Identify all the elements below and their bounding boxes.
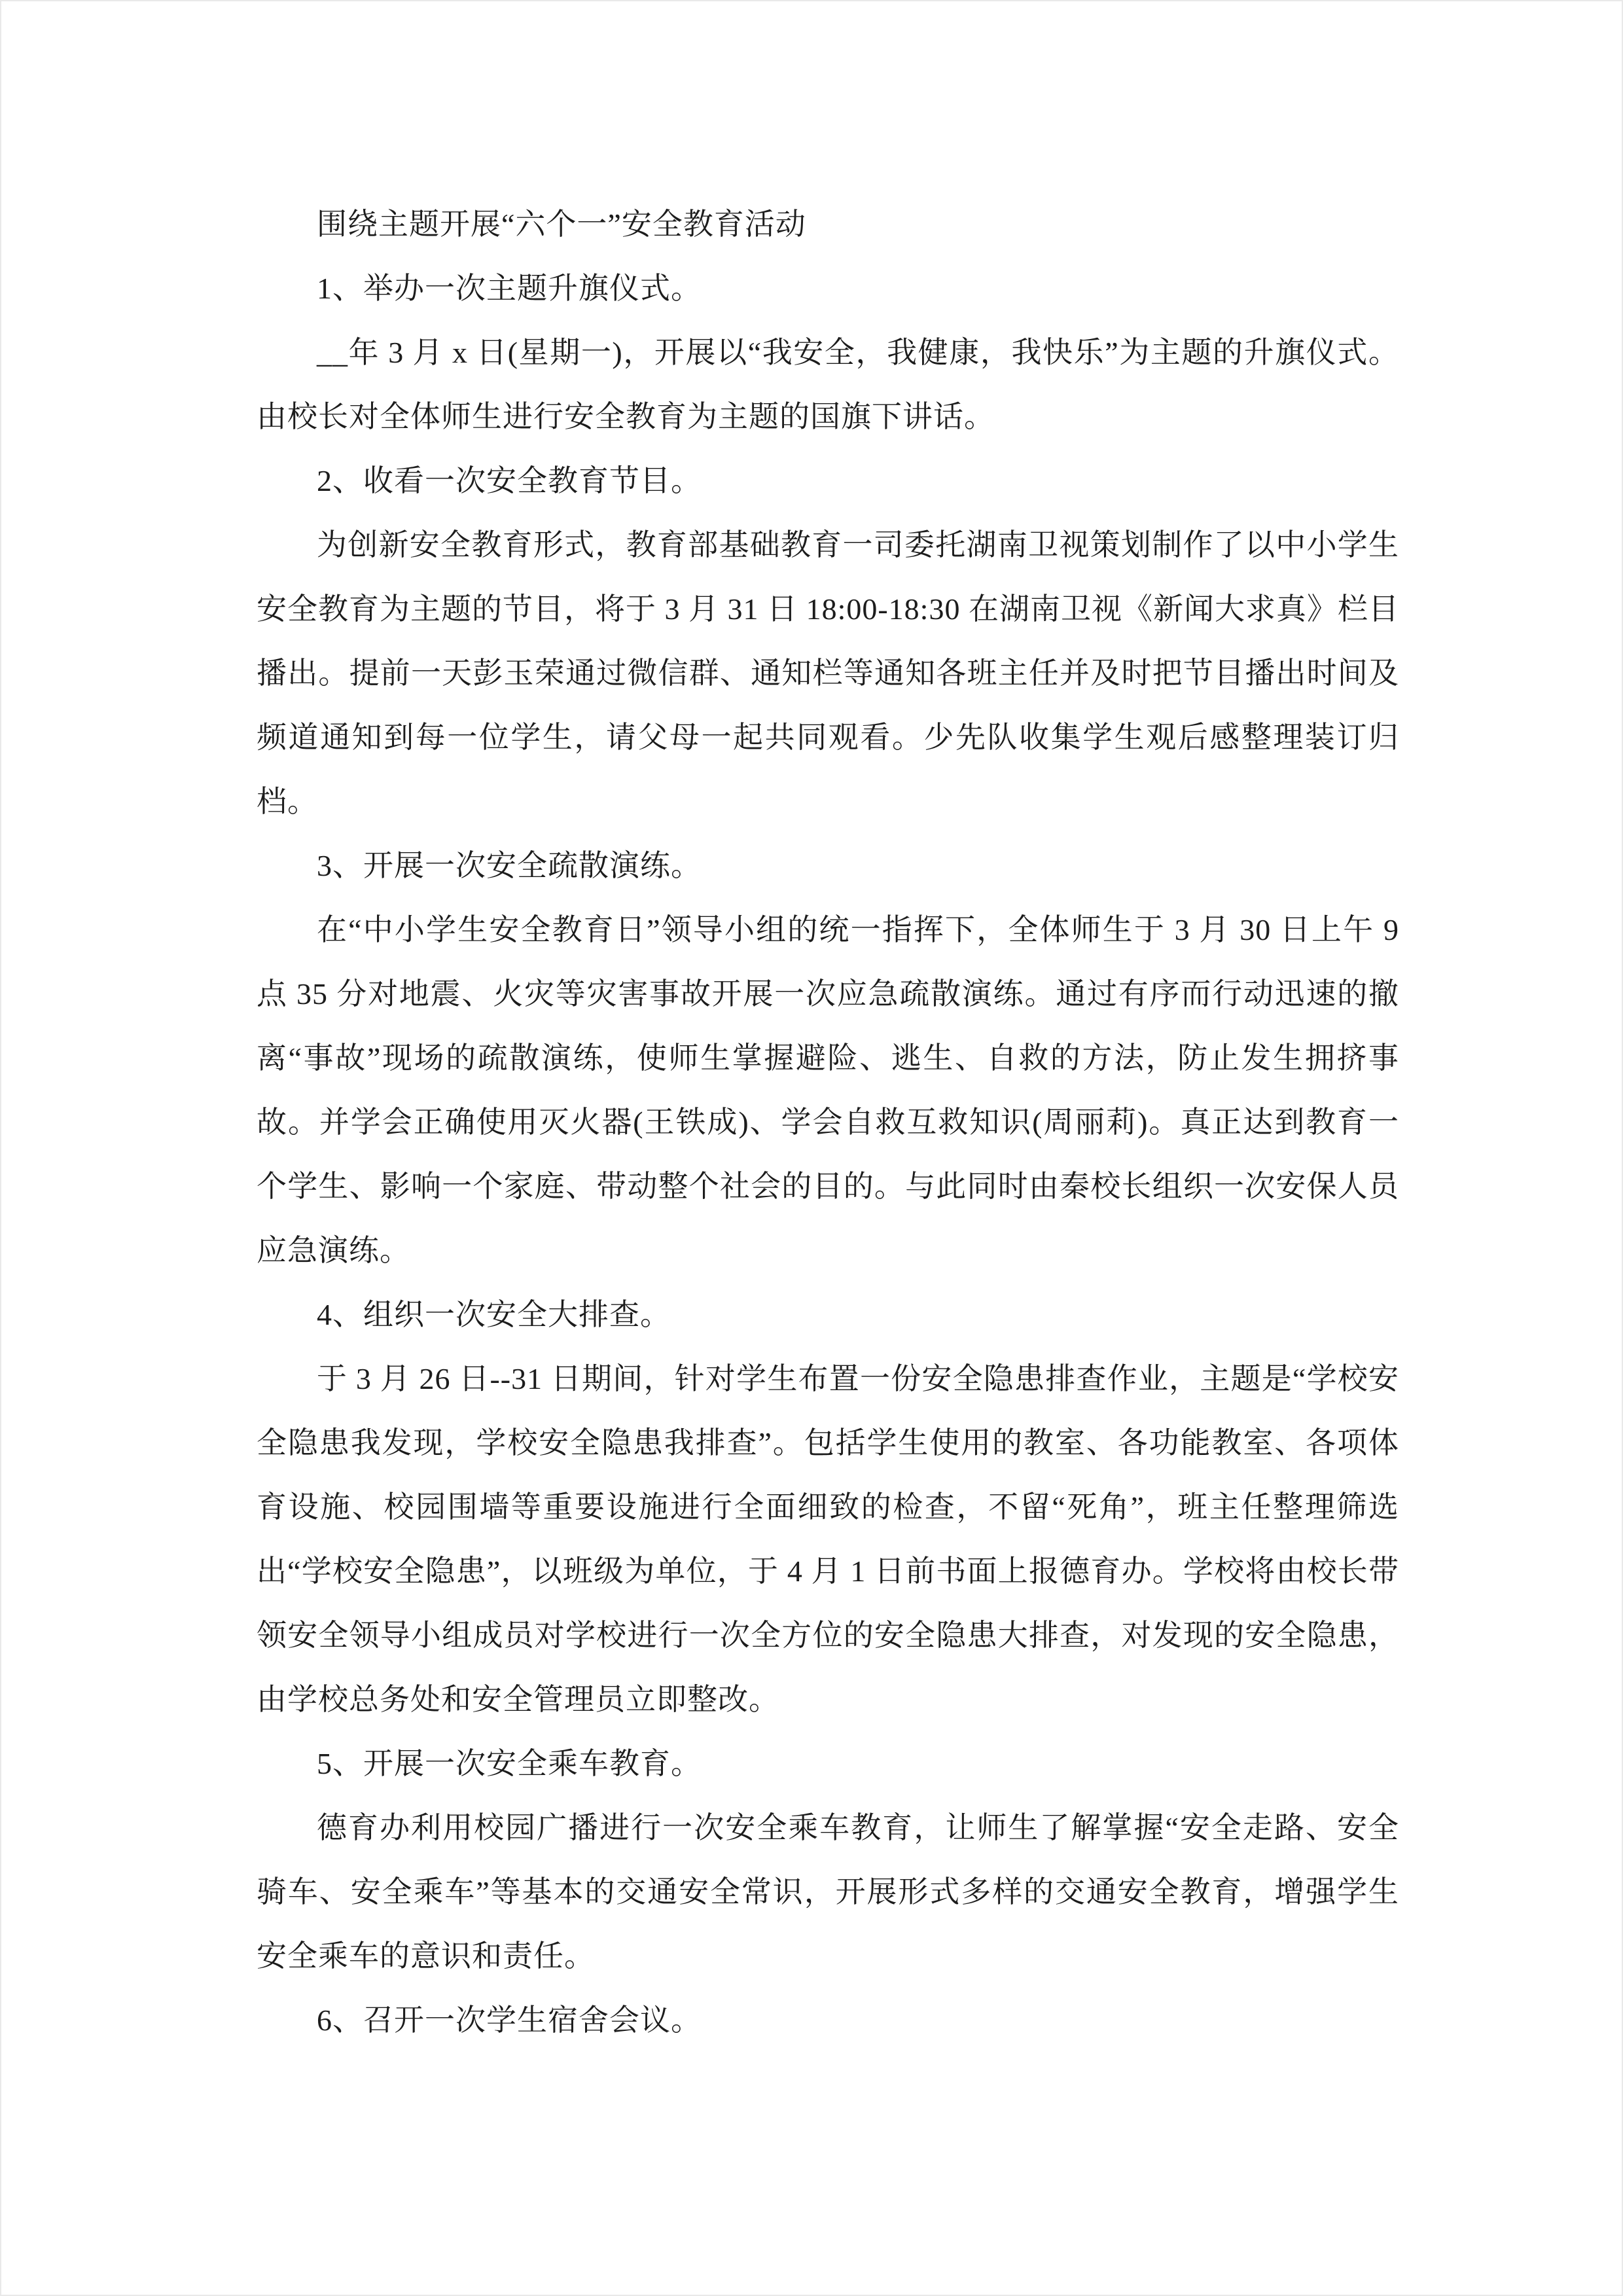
item-3-body: 在“中小学生安全教育日”领导小组的统一指挥下，全体师生于 3 月 30 日上午 9 点 35 分对地震、火灾等灾害事故开展一次应急疏散演练。通过有序而行动迅速的撤离“事故”现场的疏散演练，使师生掌握避险、逃生、自救的方法，防止发生拥挤事故。并学会正确使用灭火器(王铁成)、学会自救互救知识(周丽莉)。真正达到教育一个学生、影响一个家庭、带动整个社会的目的。与此同时由秦校长组织一次安保人员应急演练。	[257, 913, 1399, 1267]
item-1-body: __年 3 月 x 日(星期一)，开展以“我安全，我健康，我快乐”为主题的升旗仪式。由校长对全体师生进行安全教育为主题的国旗下讲话。	[257, 336, 1399, 433]
document-lead-line: 围绕主题开展“六个一”安全教育活动	[317, 207, 806, 241]
item-1-heading: 1、举办一次主题升旗仪式。	[317, 272, 702, 305]
item-4-heading: 4、组织一次安全大排查。	[317, 1298, 671, 1331]
item-2-body: 为创新安全教育形式，教育部基础教育一司委托湖南卫视策划制作了以中小学生安全教育为主题的节目，将于 3 月 31 日 18:00-18:30 在湖南卫视《新闻大求真》栏目播出。提前一天彭玉荣通过微信群、通知栏等通知各班主任并及时把节目播出时间及频道通知到每一位学生，请父母一起共同观看。少先队收集学生观后感整理装订归档。	[257, 528, 1399, 818]
item-3-heading: 3、开展一次安全疏散演练。	[317, 849, 702, 882]
item-5-body: 德育办利用校园广播进行一次安全乘车教育，让师生了解掌握“安全走路、安全骑车、安全乘车”等基本的交通安全常识，开展形式多样的交通安全教育，增强学生安全乘车的意识和责任。	[257, 1811, 1399, 1973]
document-body	[257, 192, 1399, 2053]
item-2-heading: 2、收看一次安全教育节目。	[317, 464, 702, 497]
item-4-body: 于 3 月 26 日--31 日期间，针对学生布置一份安全隐患排查作业，主题是“学校安全隐患我发现，学校安全隐患我排查”。包括学生使用的教室、各功能教室、各项体育设施、校园围墙等重要设施进行全面细致的检查，不留“死角”，班主任整理筛选出“学校安全隐患”，以班级为单位，于 4 月 1 日前书面上报德育办。学校将由校长带领安全领导小组成员对学校进行一次全方位的安全隐患大排查，对发现的安全隐患，由学校总务处和安全管理员立即整改。	[257, 1362, 1399, 1716]
item-6-heading: 6、召开一次学生宿舍会议。	[317, 2003, 702, 2037]
item-5-heading: 5、开展一次安全乘车教育。	[317, 1747, 702, 1780]
